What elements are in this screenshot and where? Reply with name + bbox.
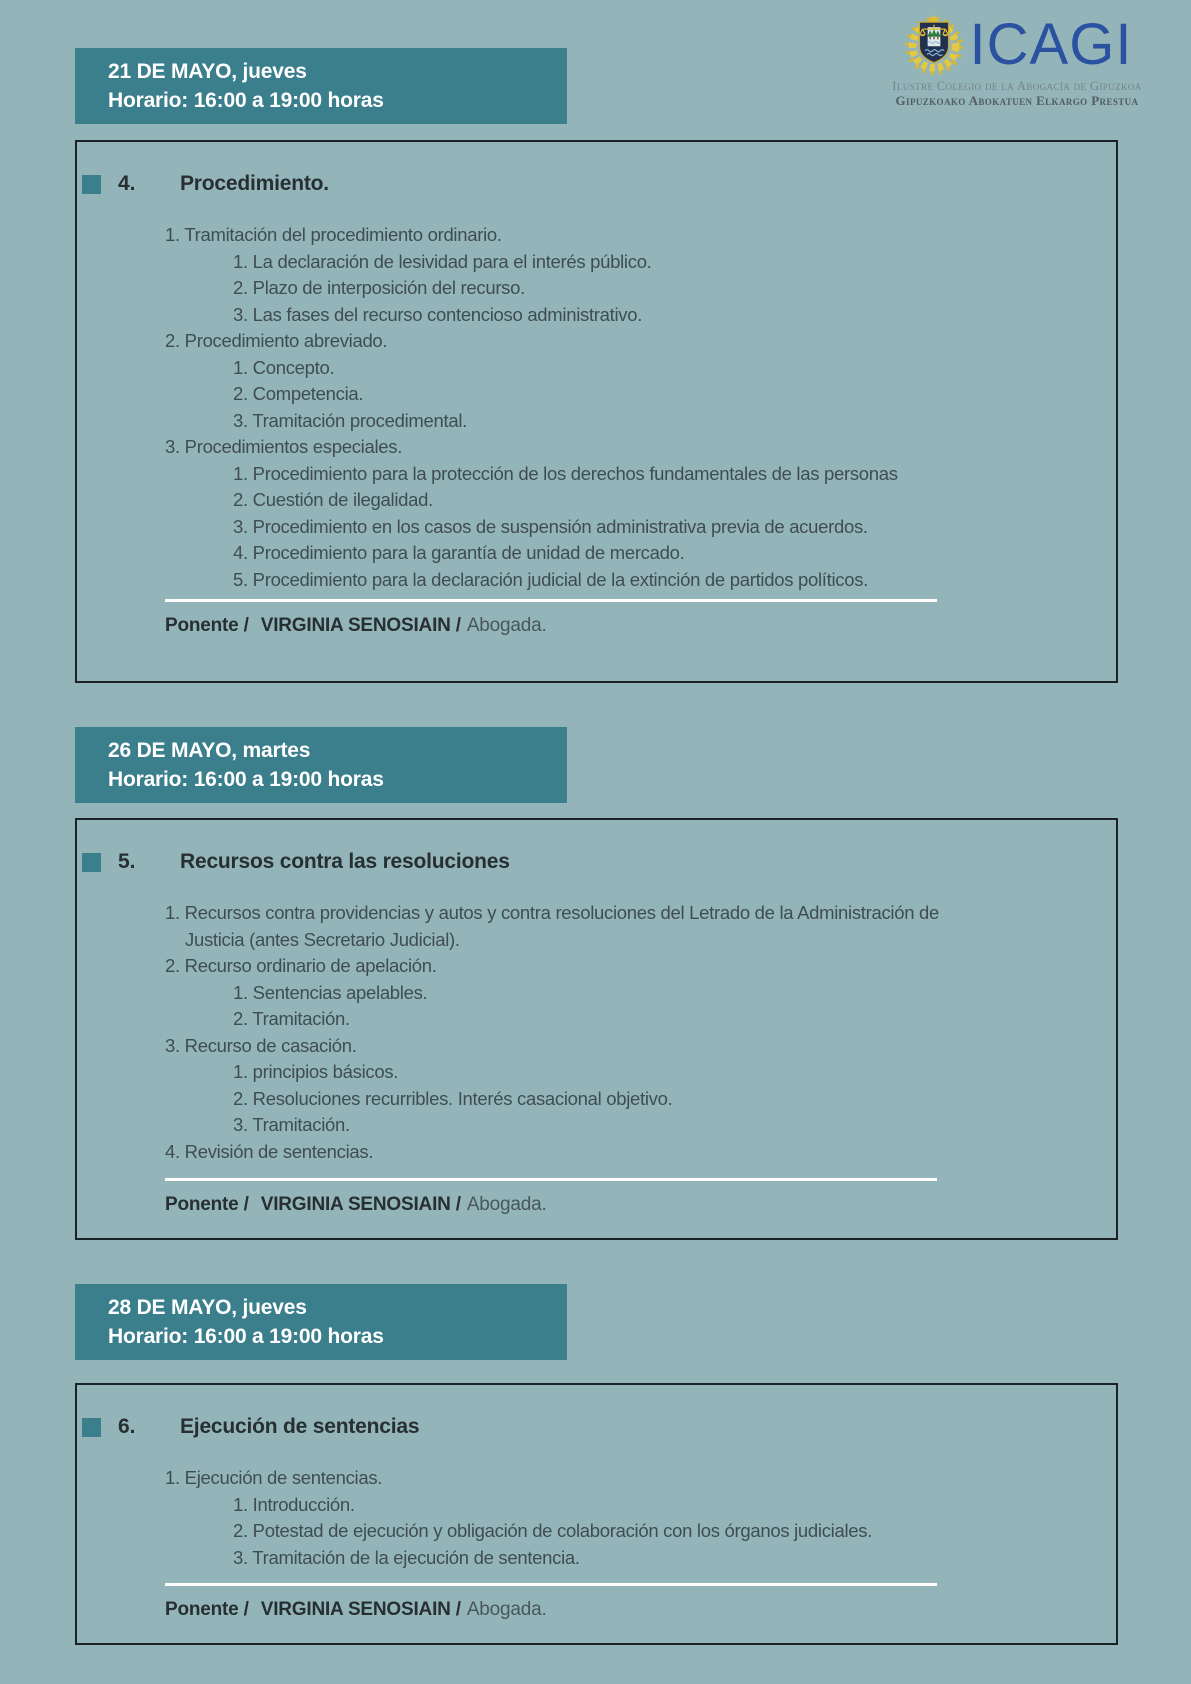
logo-wordmark: ICAGI — [969, 12, 1133, 77]
outline-subitem: 5. Procedimiento para la declaración judicial de la extinción de partidos políticos. — [233, 568, 869, 590]
speaker-role: Abogada. — [466, 1194, 547, 1215]
outline-subitem: 2. Plazo de interposición del recurso. — [233, 277, 525, 298]
icagi-logo — [871, 12, 1163, 108]
logo-subtitle-spanish: Ilustre Colegio de la Abogacía de Gipuzkoa — [892, 79, 1142, 93]
outline-item: 1. Tramitación del procedimiento ordinario. 1. La declaración de lesividad para el interés público. 2. Plazo de interposición del recurso. 3. Las fases del recurso contencioso administrativo. — [165, 222, 898, 328]
outline-subitem: 2. Tramitación. — [233, 1008, 350, 1029]
outline-list — [165, 222, 898, 593]
speaker-label: Ponente / — [165, 1599, 249, 1620]
outline-subitem: 2. Competencia. — [233, 383, 364, 404]
session-date-banner — [75, 727, 567, 803]
outline-subitem: 3. Tramitación de la ejecución de sentencia. — [233, 1546, 580, 1568]
outline-sublist — [233, 461, 898, 594]
outline-sublist — [233, 1059, 965, 1139]
outline-subitem: 3. Tramitación. — [233, 1114, 350, 1135]
outline-subitem: 2. Resoluciones recurribles. Interés casacional objetivo. — [233, 1087, 673, 1109]
speaker-label: Ponente / — [165, 615, 249, 636]
outline-subitem: 1. Sentencias apelables. — [233, 981, 428, 1003]
outline-subitem: 1. Introducción. — [233, 1493, 355, 1515]
outline-subitem: 1. La declaración de lesividad para el interés público. — [233, 250, 652, 272]
section-title-row — [77, 1415, 419, 1439]
speaker-name: VIRGINIA SENOSIAIN / — [260, 1599, 461, 1620]
session-time: Horario: 16:00 a 19:00 horas — [108, 768, 384, 791]
outline-sublist — [233, 1492, 872, 1572]
outline-list — [165, 1465, 872, 1571]
speaker-line — [165, 1194, 937, 1216]
outline-item: 1. Recursos contra providencias y autos y contra resoluciones del Letrado de la Administración de Justicia (antes Secretario Judicial). — [165, 902, 940, 950]
session-box — [75, 140, 1118, 683]
outline-subitem: 1. Concepto. — [233, 356, 335, 378]
speaker-footer — [165, 1178, 937, 1216]
outline-subitem: 3. Tramitación procedimental. — [233, 409, 467, 431]
session-box — [75, 1383, 1118, 1645]
speaker-role: Abogada. — [466, 615, 547, 636]
bullet-square-icon — [82, 175, 101, 194]
section-title: Recursos contra las resoluciones — [180, 850, 510, 873]
outline-sublist — [233, 980, 965, 1033]
section-number: 6. — [118, 1415, 136, 1438]
section-title-row — [77, 850, 510, 874]
outline-item: 2. Recurso ordinario de apelación. 1. Sentencias apelables. 2. Tramitación. — [165, 953, 965, 1033]
session-date: 28 DE MAYO, jueves — [108, 1296, 307, 1319]
speaker-label: Ponente / — [165, 1194, 249, 1215]
section-title-row — [77, 172, 329, 196]
outline-subitem: 3. Las fases del recurso contencioso administrativo. — [233, 303, 643, 325]
section-number: 5. — [118, 850, 136, 873]
outline-sublist — [233, 355, 898, 435]
outline-subitem: 3. Procedimiento en los casos de suspensión administrativa previa de acuerdos. — [233, 515, 868, 537]
speaker-role: Abogada. — [466, 1599, 547, 1620]
speaker-line — [165, 615, 937, 637]
session-box — [75, 818, 1118, 1240]
speaker-name: VIRGINIA SENOSIAIN / — [260, 615, 461, 636]
outline-item: 4. Revisión de sentencias. — [165, 1140, 374, 1162]
speaker-line — [165, 1599, 937, 1621]
session-time: Horario: 16:00 a 19:00 horas — [108, 1325, 384, 1348]
section-title: Ejecución de sentencias — [180, 1415, 420, 1438]
divider-line — [165, 1178, 937, 1181]
session-time: Horario: 16:00 a 19:00 horas — [108, 89, 384, 112]
bullet-square-icon — [82, 1418, 101, 1437]
outline-subitem: 2. Potestad de ejecución y obligación de colaboración con los órganos judiciales. — [233, 1520, 873, 1541]
outline-subitem: 2. Cuestión de ilegalidad. — [233, 489, 433, 510]
logo-row — [871, 12, 1163, 78]
bullet-square-icon — [82, 853, 101, 872]
outline-item: 2. Procedimiento abreviado. 1. Concepto. 2. Competencia. 3. Tramitación procedimental. — [165, 328, 898, 434]
session-date-banner — [75, 1284, 567, 1360]
session-date: 26 DE MAYO, martes — [108, 739, 311, 762]
outline-subitem: 4. Procedimiento para la garantía de unidad de mercado. — [233, 542, 685, 563]
speaker-footer — [165, 1583, 937, 1621]
session-date-banner — [75, 48, 567, 124]
outline-sublist — [233, 249, 898, 329]
outline-subitem: 1. principios básicos. — [233, 1061, 399, 1082]
section-number: 4. — [118, 172, 136, 195]
speaker-name: VIRGINIA SENOSIAIN / — [260, 1194, 461, 1215]
outline-subitem: 1. Procedimiento para la protección de los derechos fundamentales de las personas — [233, 462, 898, 484]
speaker-footer — [165, 599, 937, 637]
outline-list — [165, 900, 965, 1165]
divider-line — [165, 1583, 937, 1586]
section-title: Procedimiento. — [180, 172, 329, 195]
outline-item: 1. Ejecución de sentencias. 1. Introducción. 2. Potestad de ejecución y obligación de colaboración con los órganos judiciales. 3. Tramitación de la ejecución de sentencia. — [165, 1465, 872, 1571]
session-date: 21 DE MAYO, jueves — [108, 60, 307, 83]
icagi-crest-icon — [902, 12, 966, 78]
divider-line — [165, 599, 937, 602]
outline-item: 3. Procedimientos especiales. 1. Procedimiento para la protección de los derechos fundamentales de las personas 2. Cuestión de ilegalidad. 3. Procedimiento en los casos de suspensión administrativa previa de acuerdos. 4. Procedimiento para la garantía de unidad de mercado. 5. Procedimiento para la declaración judicial de la extinción de partidos políticos. — [165, 434, 898, 593]
logo-subtitle-basque: Gipuzkoako Abokatuen Elkargo Prestua — [895, 93, 1139, 108]
outline-item: 3. Recurso de casación. 1. principios básicos. 2. Resoluciones recurribles. Interés casacional objetivo. 3. Tramitación. — [165, 1033, 965, 1139]
